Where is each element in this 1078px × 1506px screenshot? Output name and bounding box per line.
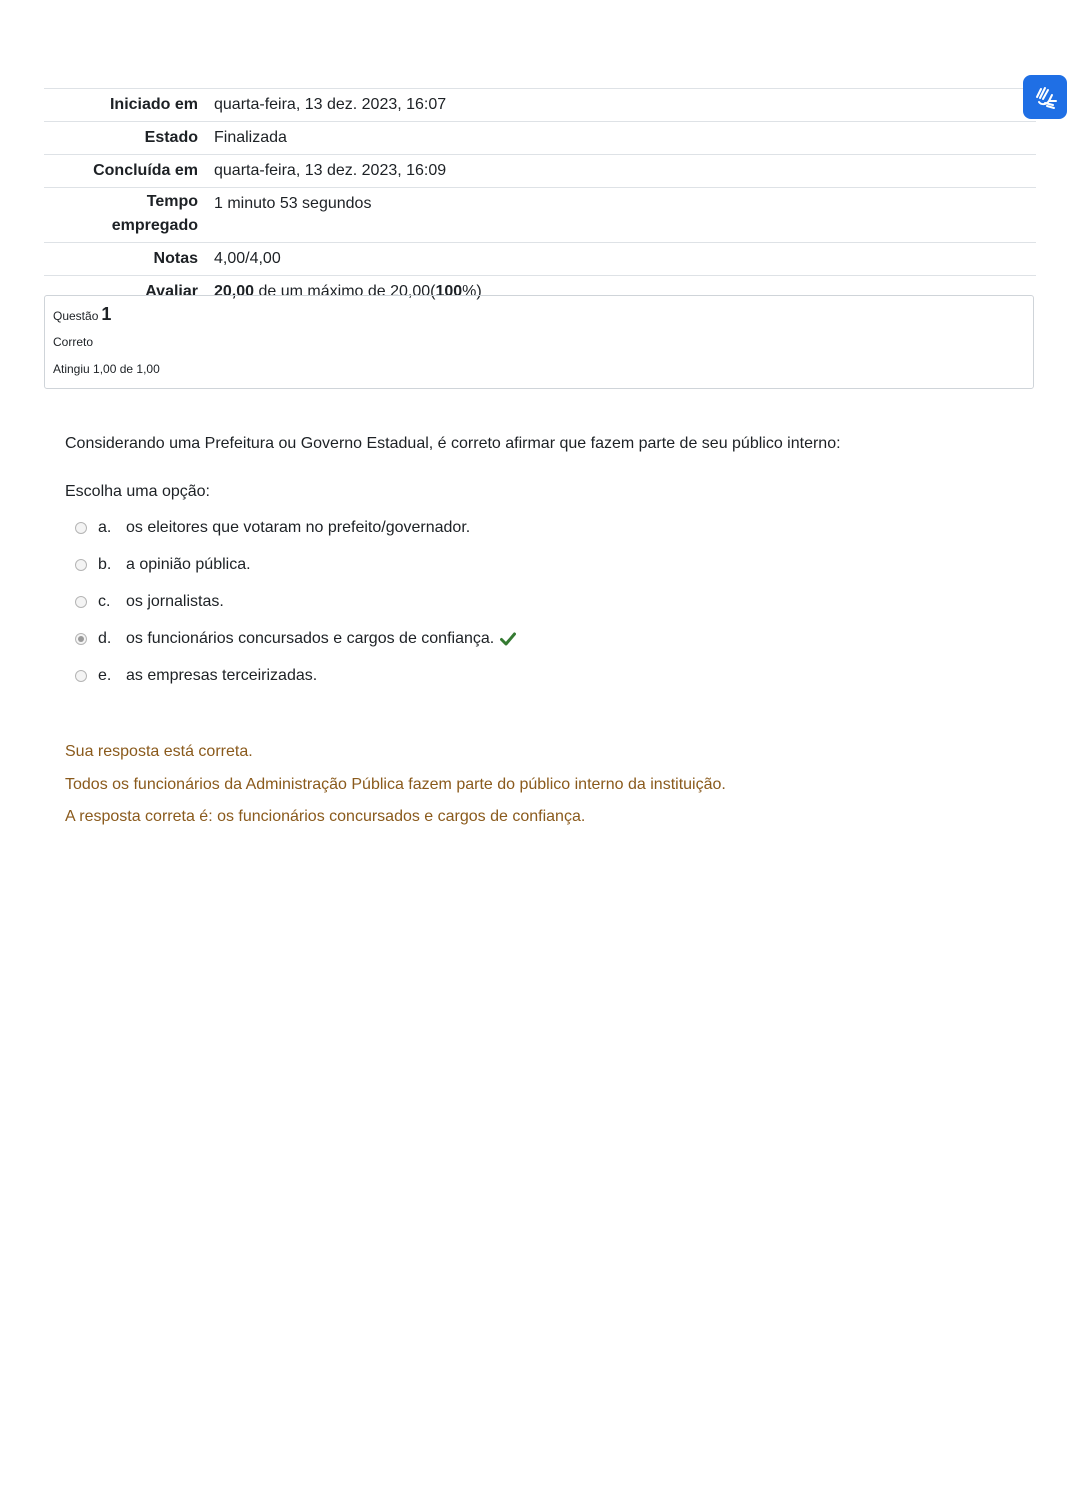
radio-button[interactable] bbox=[75, 559, 87, 571]
feedback-explanation: Todos os funcionários da Administração Pública fazem parte do público interno da instituição. bbox=[65, 776, 726, 793]
option-letter: d. bbox=[98, 629, 112, 647]
question-text: Considerando uma Prefeitura ou Governo Estadual, é correto afirmar que fazem parte de seu público interno: bbox=[65, 435, 841, 452]
radio-button[interactable] bbox=[75, 670, 87, 682]
question-content bbox=[65, 433, 1025, 694]
grade-suffix: %) bbox=[462, 283, 482, 300]
question-label: Questão bbox=[53, 309, 99, 323]
grade-label: Avaliar bbox=[44, 276, 214, 309]
attempt-summary-table bbox=[44, 88, 1036, 308]
summary-row-completed bbox=[44, 155, 1036, 188]
answer-option-b[interactable] bbox=[65, 546, 1025, 583]
grade-text: de um máximo de 20,00( bbox=[254, 283, 436, 300]
time-label-line1: Tempo bbox=[146, 193, 198, 210]
question-number bbox=[53, 304, 1025, 325]
feedback-panel bbox=[65, 741, 726, 828]
feedback-result: Sua resposta está correta. bbox=[65, 743, 253, 760]
answer-option-a[interactable] bbox=[65, 509, 1025, 546]
option-letter: c. bbox=[98, 592, 111, 610]
answer-prompt: Escolha uma opção: bbox=[65, 483, 210, 500]
feedback-correct-answer: A resposta correta é: os funcionários concursados e cargos de confiança. bbox=[65, 808, 586, 825]
answer-option-d[interactable] bbox=[65, 620, 1025, 657]
radio-button-selected[interactable] bbox=[75, 633, 87, 645]
time-label-line2: empregado bbox=[111, 217, 198, 234]
question-state: Correto bbox=[53, 335, 94, 349]
question-info-box bbox=[44, 295, 1034, 389]
sign-language-hands-icon bbox=[1031, 83, 1059, 111]
summary-row-marks bbox=[44, 243, 1036, 276]
started-value: quarta-feira, 13 dez. 2023, 16:07 bbox=[214, 89, 1036, 122]
completed-value: quarta-feira, 13 dez. 2023, 16:09 bbox=[214, 155, 1036, 188]
time-label bbox=[44, 188, 214, 243]
summary-row-started bbox=[44, 89, 1036, 122]
vlibras-accessibility-button[interactable] bbox=[1023, 75, 1067, 119]
question-mark: Atingiu 1,00 de 1,00 bbox=[53, 362, 160, 376]
time-value: 1 minuto 53 segundos bbox=[214, 188, 1036, 243]
option-text: a opinião pública. bbox=[126, 555, 251, 573]
option-text: os eleitores que votaram no prefeito/governador. bbox=[126, 518, 471, 536]
completed-label: Concluída em bbox=[44, 155, 214, 188]
radio-button[interactable] bbox=[75, 596, 87, 608]
answer-option-e[interactable] bbox=[65, 657, 1025, 694]
option-text: os funcionários concursados e cargos de confiança. bbox=[126, 629, 495, 647]
option-letter: a. bbox=[98, 518, 112, 536]
grade-score: 20,00 bbox=[214, 283, 255, 300]
option-letter: b. bbox=[98, 555, 112, 573]
grade-percent: 100 bbox=[435, 283, 463, 300]
answer-option-c[interactable] bbox=[65, 583, 1025, 620]
option-text: as empresas terceirizadas. bbox=[126, 666, 318, 684]
marks-value: 4,00/4,00 bbox=[214, 243, 1036, 276]
answer-options bbox=[65, 509, 1025, 694]
summary-row-state bbox=[44, 122, 1036, 155]
state-value: Finalizada bbox=[214, 122, 1036, 155]
checkmark-icon bbox=[500, 632, 516, 646]
state-label: Estado bbox=[44, 122, 214, 155]
radio-button[interactable] bbox=[75, 522, 87, 534]
marks-label: Notas bbox=[44, 243, 214, 276]
started-label: Iniciado em bbox=[44, 89, 214, 122]
question-number-value: 1 bbox=[101, 304, 112, 324]
option-letter: e. bbox=[98, 666, 112, 684]
summary-row-time bbox=[44, 188, 1036, 243]
option-text: os jornalistas. bbox=[126, 592, 224, 610]
